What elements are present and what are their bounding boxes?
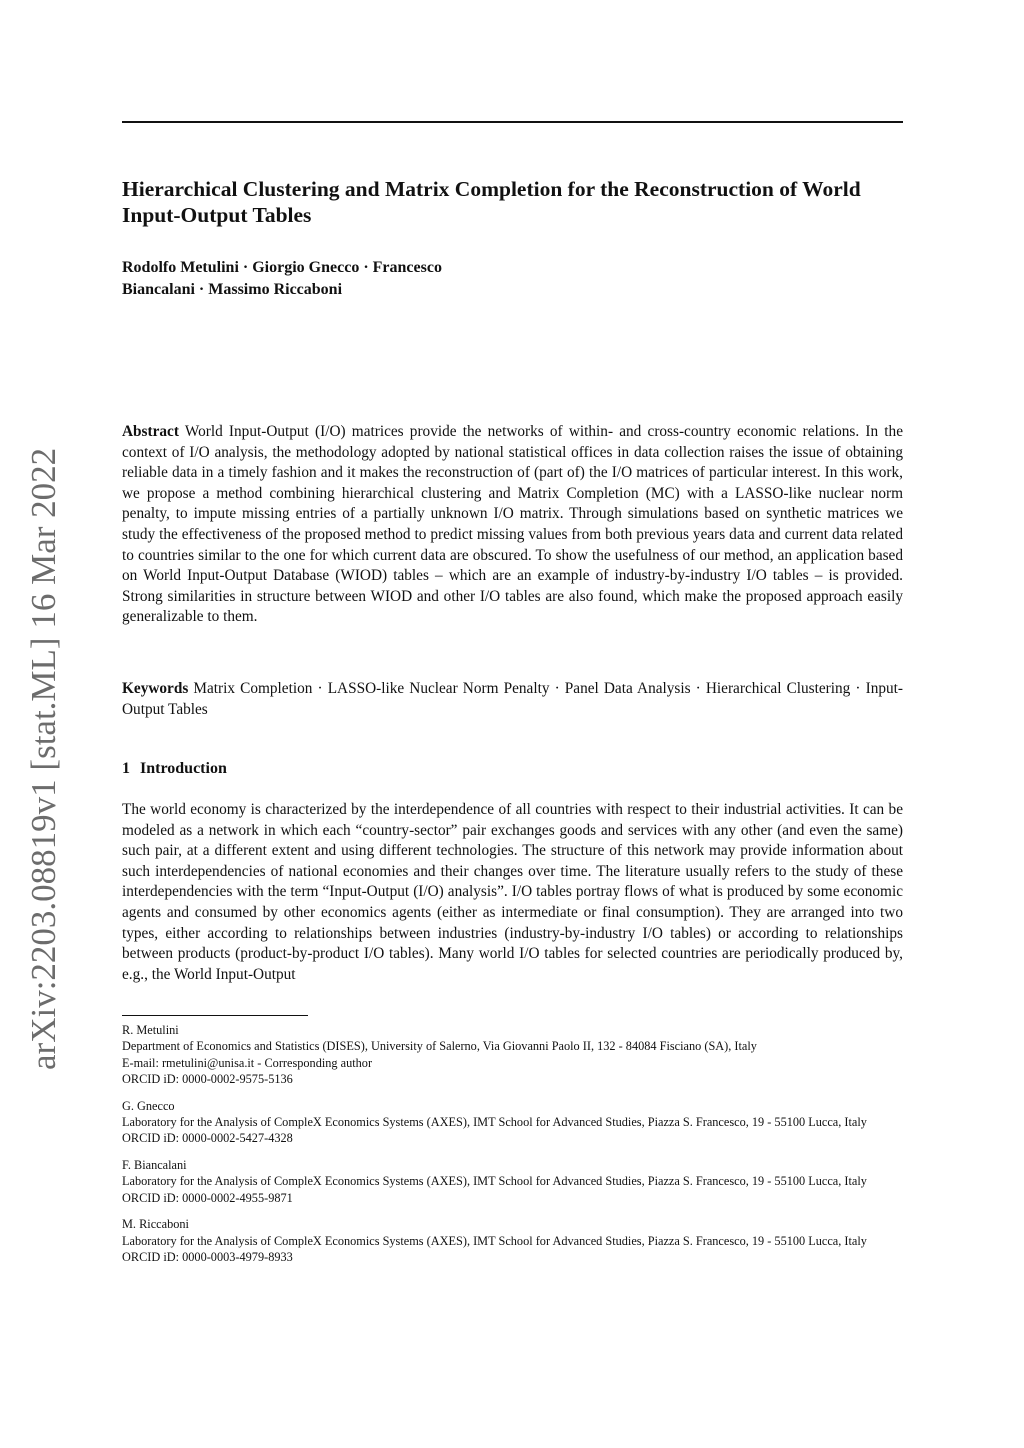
affiliation-address: Department of Economics and Statistics (DISES), University of Salerno, Via Giovanni Paolo II, 132 - 84084 Fisciano (SA), Italy <box>122 1039 757 1054</box>
keywords-label: Keywords <box>122 680 189 697</box>
affiliation-email[interactable]: E-mail: rmetulini@unisa.it - Corresponding author <box>122 1055 373 1070</box>
section-title: Introduction <box>140 760 227 777</box>
arxiv-identifier[interactable]: arXiv:2203.08819v1 [stat.ML] 16 Mar 2022 <box>24 447 63 1070</box>
affiliation-orcid: ORCID iD: 0000-0002-5427-4328 <box>122 1131 293 1146</box>
affiliation-block <box>122 1157 903 1206</box>
affiliation-orcid: ORCID iD: 0000-0002-4955-9871 <box>122 1190 293 1205</box>
abstract-label: Abstract <box>122 423 179 440</box>
abstract <box>122 422 903 628</box>
affiliation-orcid: ORCID iD: 0000-0003-4979-8933 <box>122 1250 293 1265</box>
keywords-text: Matrix Completion · LASSO-like Nuclear Norm Penalty · Panel Data Analysis · Hierarchical Clustering · Input-Output Tables <box>122 680 903 718</box>
affiliation-address: Laboratory for the Analysis of CompleX Economics Systems (AXES), IMT School for Advanced Studies, Piazza S. Francesco, 19 - 55100 Lucca, Italy <box>122 1114 867 1129</box>
footnote-rule <box>122 1015 308 1016</box>
affiliation-block <box>122 1022 903 1087</box>
author-list <box>122 257 722 301</box>
introduction-paragraph: The world economy is characterized by the interdependence of all countries with respect to their industrial activities. It can be modeled as a network in which each “country-sector” pair exchanges goods and services with any other (and even the same) such pair, at a different extent and using different technologies. The structure of this network may provide information about such interdependencies of national economies and their changes over time. The literature usually refers to the study of these interdependencies with the term “Input-Output (I/O) analysis”. I/O tables portray flows of what is produced by some economic agents and consumed by other economics agents (either as intermediate or final consumption). They are arranged into two types, either according to relationships between industries (industry-by-industry I/O tables) or according to relationships between products (product-by-product I/O tables). Many world I/O tables for selected countries are periodically produced by, e.g., the World Input-Output <box>122 801 903 983</box>
section-number: 1 <box>122 760 130 777</box>
affiliation-name: R. Metulini <box>122 1023 179 1037</box>
affiliation-block <box>122 1216 903 1265</box>
author-line: Biancalani · Massimo Riccaboni <box>122 281 343 298</box>
affiliations <box>122 1022 903 1276</box>
abstract-text: World Input-Output (I/O) matrices provide the networks of within- and cross-country economic relations. In the context of I/O analysis, the methodology adopted by national statistical offices in data collection raises the issue of obtaining reliable data in a timely fashion and it makes the reconstruction of (part of) the I/O matrices of particular interest. In this work, we propose a method combining hierarchical clustering and Matrix Completion (MC) with a LASSO-like nuclear norm penalty, to impute missing entries of a partially unknown I/O matrix. Through simulations based on synthetic matrices we study the effectiveness of the proposed method to predict missing values from both previous years data and current data related to countries similar to the one for which current data are obscured. To show the usefulness of our method, an application based on World Input-Output Database (WIOD) tables – which are an example of industry-by-industry I/O tables – is provided. Strong similarities in structure between WIOD and other I/O tables are also found, which make the proposed approach easily generalizable to them. <box>122 423 903 626</box>
author-line: Rodolfo Metulini · Giorgio Gnecco · Francesco <box>122 259 442 276</box>
affiliation-block <box>122 1098 903 1147</box>
affiliation-address: Laboratory for the Analysis of CompleX Economics Systems (AXES), IMT School for Advanced Studies, Piazza S. Francesco, 19 - 55100 Lucca, Italy <box>122 1233 867 1248</box>
section-heading <box>122 760 227 778</box>
paper-title: Hierarchical Clustering and Matrix Completion for the Reconstruction of World Input-Output Tables <box>122 177 861 227</box>
affiliation-name: F. Biancalani <box>122 1158 187 1173</box>
affiliation-name: G. Gnecco <box>122 1098 175 1113</box>
affiliation-address: Laboratory for the Analysis of CompleX Economics Systems (AXES), IMT School for Advanced Studies, Piazza S. Francesco, 19 - 55100 Lucca, Italy <box>122 1174 867 1189</box>
affiliation-orcid: ORCID iD: 0000-0002-9575-5136 <box>122 1071 293 1086</box>
top-rule <box>122 121 903 123</box>
affiliation-name: M. Riccaboni <box>122 1217 189 1232</box>
keywords <box>122 679 903 720</box>
